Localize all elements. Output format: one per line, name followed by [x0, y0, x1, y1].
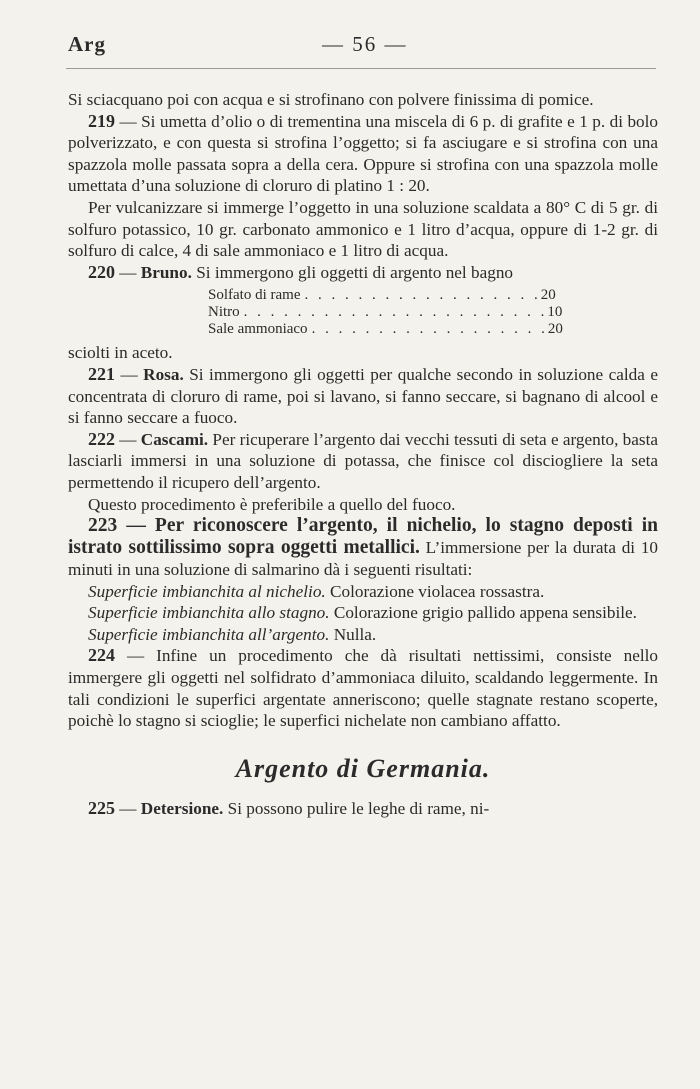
- paragraph-dash: —: [115, 262, 141, 282]
- paragraph-text: Si immergono gli oggetti per qualche secondo in soluzione calda e concentrata di cloruro di rame, poi si lavano, si fanno seccare, si bagnano di alcool e si fanno seccare a fuoco.: [68, 364, 659, 428]
- paragraph-224: [68, 645, 658, 731]
- paragraph-number: 220: [88, 261, 115, 282]
- recipe-row: [208, 304, 563, 321]
- result-text: Colorazione violacea rossastra.: [325, 581, 545, 601]
- result-argento: [68, 624, 658, 646]
- leader-dots: . . . . . . . . . . . . . . . . . .: [311, 321, 548, 338]
- paragraph-dash: —: [115, 111, 142, 131]
- result-text: Nulla.: [329, 624, 377, 644]
- ingredient-name: Solfato di rame: [208, 287, 301, 304]
- paragraph-text: Per ricuperare l’argento dai vecchi tessuti di seta e argento, basta lasciarli immersi in una soluzione di potassa, che finisce col disciogliere la seta permettendo il ricupero dell’argento.: [68, 429, 659, 492]
- paragraph-223: [68, 515, 658, 581]
- paragraph-text: Si possono pulire le leghe di rame, ni-: [223, 798, 490, 818]
- paragraph-number: 219: [88, 110, 115, 131]
- paragraph-questo: Questo procedimento è preferibile a quello del fuoco.: [88, 494, 456, 514]
- paragraph-title: Detersione.: [140, 798, 224, 818]
- paragraph-dash: —: [115, 429, 141, 449]
- paragraph-dash: —: [115, 798, 141, 818]
- body-text: [68, 89, 658, 819]
- paragraph-title: Per riconoscere l’argento, il nichelio, lo stagno deposti in istrato sottilissimo sopra oggetti metallici.: [68, 515, 658, 559]
- ingredient-name: Nitro: [208, 304, 240, 321]
- paragraph-dash: —: [115, 364, 144, 384]
- paragraph-continuation: Si sciacquano poi con acqua e si strofinano con polvere finissima di pomice.: [68, 90, 594, 109]
- ingredient-name: Sale ammoniaco: [208, 321, 308, 338]
- recipe-row: [208, 287, 556, 304]
- paragraph-text: Si immergono gli oggetti di argento nel bagno: [191, 262, 514, 282]
- paragraph-number: 223: [88, 515, 118, 537]
- result-label: Superficie imbianchita all’argento.: [88, 624, 330, 644]
- paragraph-sciolti: sciolti in aceto.: [68, 343, 173, 363]
- recipe-row: [208, 321, 563, 338]
- result-label: Superficie imbianchita al nichelio.: [88, 581, 326, 601]
- paragraph-dash: —: [117, 515, 155, 537]
- leader-dots: . . . . . . . . . . . . . . . . . . . . . . .: [243, 304, 548, 321]
- paragraph-number: 225: [88, 797, 115, 818]
- result-nichelio: [68, 581, 658, 603]
- result-label: Superficie imbianchita allo stagno.: [88, 603, 330, 623]
- paragraph-text: Si umetta d’olio o di trementina una miscela di 6 p. di grafite e 1 p. di bolo polverizzato, e con questa si strofina l’oggetto; si fa asciugare e si strofina con una spazzola molle passata sopra a della cera. Oppure si strofina con una spazzola molle umettata d’una soluzione di cloruro di platino 1 : 20.: [68, 111, 659, 196]
- header-rule: [66, 68, 656, 69]
- paragraph-number: 221: [88, 363, 115, 384]
- paragraph-title: Cascami.: [140, 429, 209, 449]
- paragraph-220: [68, 262, 658, 284]
- paragraph-vulcanize: Per vulcanizzare si immerge l’oggetto in una soluzione scaldata a 80° C di 5 gr. di solfuro potassico, 10 gr. carbonato ammonico e 1 litro d’acqua, oppure di 1-2 gr. di solfuro di calce, 4 di sale ammoniaco e 1 litro di acqua.: [68, 197, 658, 261]
- paragraph-text: L’immersione per la durata di 10 minuti in una soluzione di salmarino dà i seguenti risultati:: [68, 538, 659, 580]
- paragraph-number: 222: [88, 428, 115, 449]
- ingredient-quantity: 10: [547, 304, 563, 321]
- paragraph-dash: —: [115, 646, 157, 666]
- running-header: [60, 32, 660, 66]
- paragraph-219: [68, 111, 658, 197]
- paragraph-221: [68, 364, 658, 429]
- ingredient-quantity: 20: [547, 321, 563, 338]
- paragraph-number: 224: [88, 645, 115, 666]
- paragraph-225: [68, 798, 658, 820]
- paragraph-text: Infine un procedimento che dà risultati nettissimi, consiste nello immergere gli oggetti nel solfidrato d’ammoniaca diluito, scaldando leggermente. In tali condizioni le superfici argentate anneriscono; quelle stagnate restano scoperte, poichè lo stagno si scioglie; le superfici nichelate non cambiano affatto.: [68, 646, 658, 731]
- ingredient-quantity: 20: [540, 287, 556, 304]
- page-number: — 56 —: [322, 32, 408, 56]
- paragraph-222: [68, 429, 658, 494]
- result-stagno: [68, 602, 658, 624]
- recipe-table: [208, 287, 563, 338]
- paragraph-title: Rosa.: [143, 364, 184, 384]
- paragraph-title: Bruno.: [140, 262, 192, 282]
- section-title: Argento di Germania.: [235, 753, 491, 783]
- header-abbreviation: Arg: [68, 32, 106, 56]
- result-text: Colorazione grigio pallido appena sensibile.: [329, 603, 637, 623]
- leader-dots: . . . . . . . . . . . . . . . . . .: [304, 287, 541, 304]
